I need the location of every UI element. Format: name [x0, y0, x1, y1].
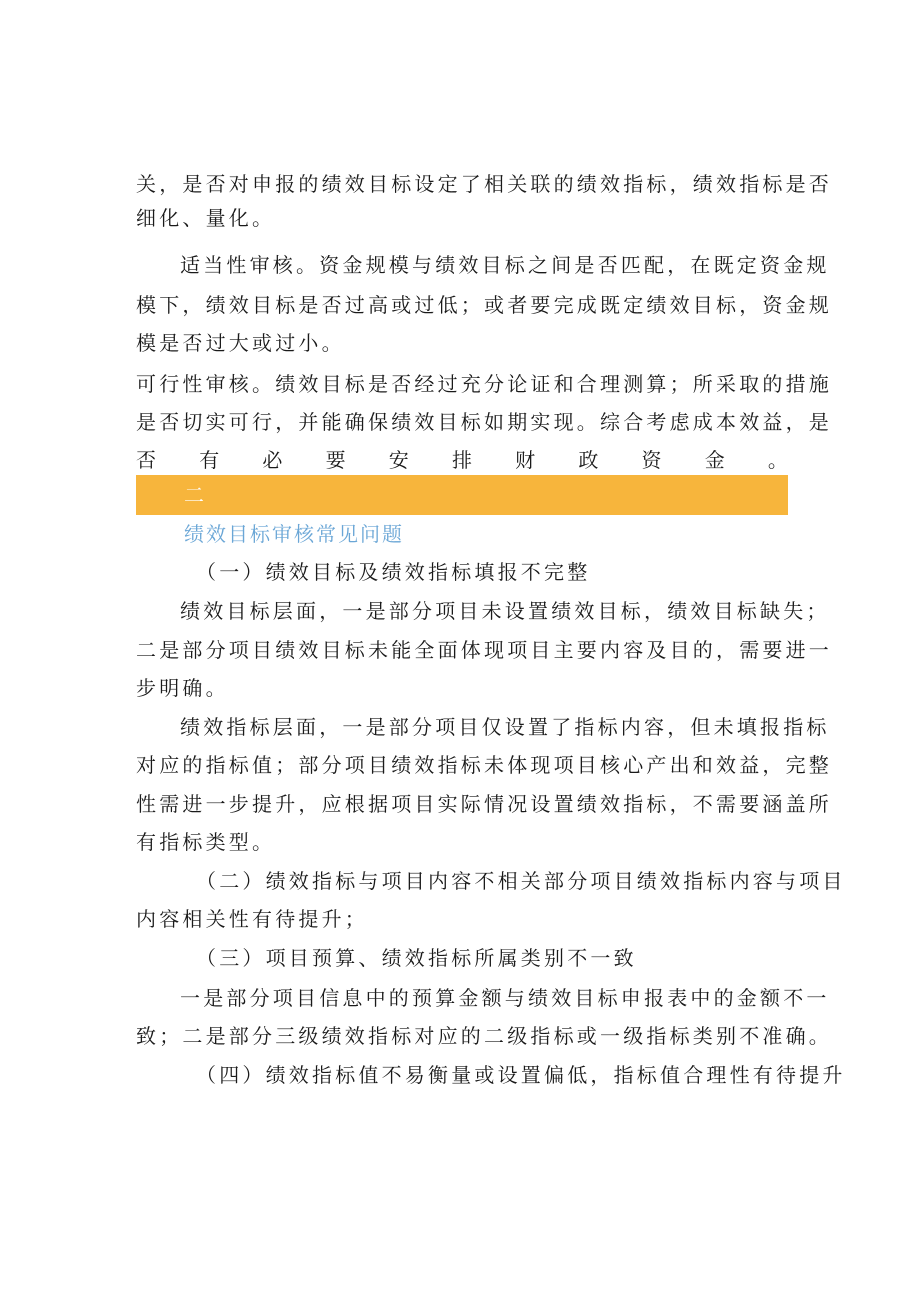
section-number: 二 — [184, 483, 204, 507]
text-line: 有指标类型。 — [136, 830, 276, 854]
text-line: 致；二是部分三级绩效指标对应的二级指标或一级指标类别不准确。 — [136, 1024, 832, 1048]
char: 必 — [262, 448, 283, 472]
subheading: （三）项目预算、绩效指标所属类别不一致 — [196, 946, 637, 970]
text-line: 步明确。 — [136, 676, 229, 700]
text-line: 二是部分项目绩效目标未能全面体现项目主要内容及目的，需要进一 — [136, 638, 832, 662]
char: 安 — [388, 448, 409, 472]
section-title: 绩效目标审核常见问题 — [184, 522, 404, 546]
text-line: 绩效指标层面，一是部分项目仅设置了指标内容，但未填报指标 — [180, 715, 830, 739]
char: 金 — [704, 448, 725, 472]
char: 有 — [199, 448, 220, 472]
char: 资 — [641, 448, 662, 472]
text-line: 绩效目标层面，一是部分项目未设置绩效目标，绩效目标缺失； — [180, 599, 830, 623]
text-line: 一是部分项目信息中的预算金额与绩效目标申报表中的金额不一 — [180, 986, 830, 1010]
text-line: 内容相关性有待提升； — [136, 907, 368, 931]
text-line: 对应的指标值；部分项目绩效指标未体现项目核心产出和效益，完整 — [136, 753, 832, 777]
char: 财 — [515, 448, 536, 472]
char: 。 — [767, 448, 788, 472]
char: 排 — [451, 448, 472, 472]
text-line: 是否切实可行，并能确保绩效目标如期实现。综合考虑成本效益，是 — [136, 410, 832, 434]
text-line: 可行性审核。绩效目标是否经过充分论证和合理测算；所采取的措施 — [136, 372, 832, 396]
char: 政 — [578, 448, 599, 472]
text-line: 细化、量化。 — [136, 206, 276, 230]
char: 要 — [325, 448, 346, 472]
text-line: 模是否过大或过小。 — [136, 331, 345, 355]
subheading: （四）绩效指标值不易衡量或设置偏低，指标值合理性有待提升 — [196, 1063, 846, 1087]
char: 否 — [136, 448, 156, 472]
text-line: 模下，绩效目标是否过高或过低；或者要完成既定绩效目标，资金规 — [136, 293, 832, 317]
text-line-justified — [136, 446, 788, 474]
subheading: （二）绩效指标与项目内容不相关部分项目绩效指标内容与项目 — [196, 869, 846, 893]
section-banner — [136, 475, 788, 515]
text-line: 适当性审核。资金规模与绩效目标之间是否匹配，在既定资金规 — [180, 253, 830, 277]
text-line: 关，是否对申报的绩效目标设定了相关联的绩效指标，绩效指标是否 — [136, 172, 832, 196]
subheading: （一）绩效目标及绩效指标填报不完整 — [196, 560, 591, 584]
text-line: 性需进一步提升，应根据项目实际情况设置绩效指标，不需要涵盖所 — [136, 792, 832, 816]
